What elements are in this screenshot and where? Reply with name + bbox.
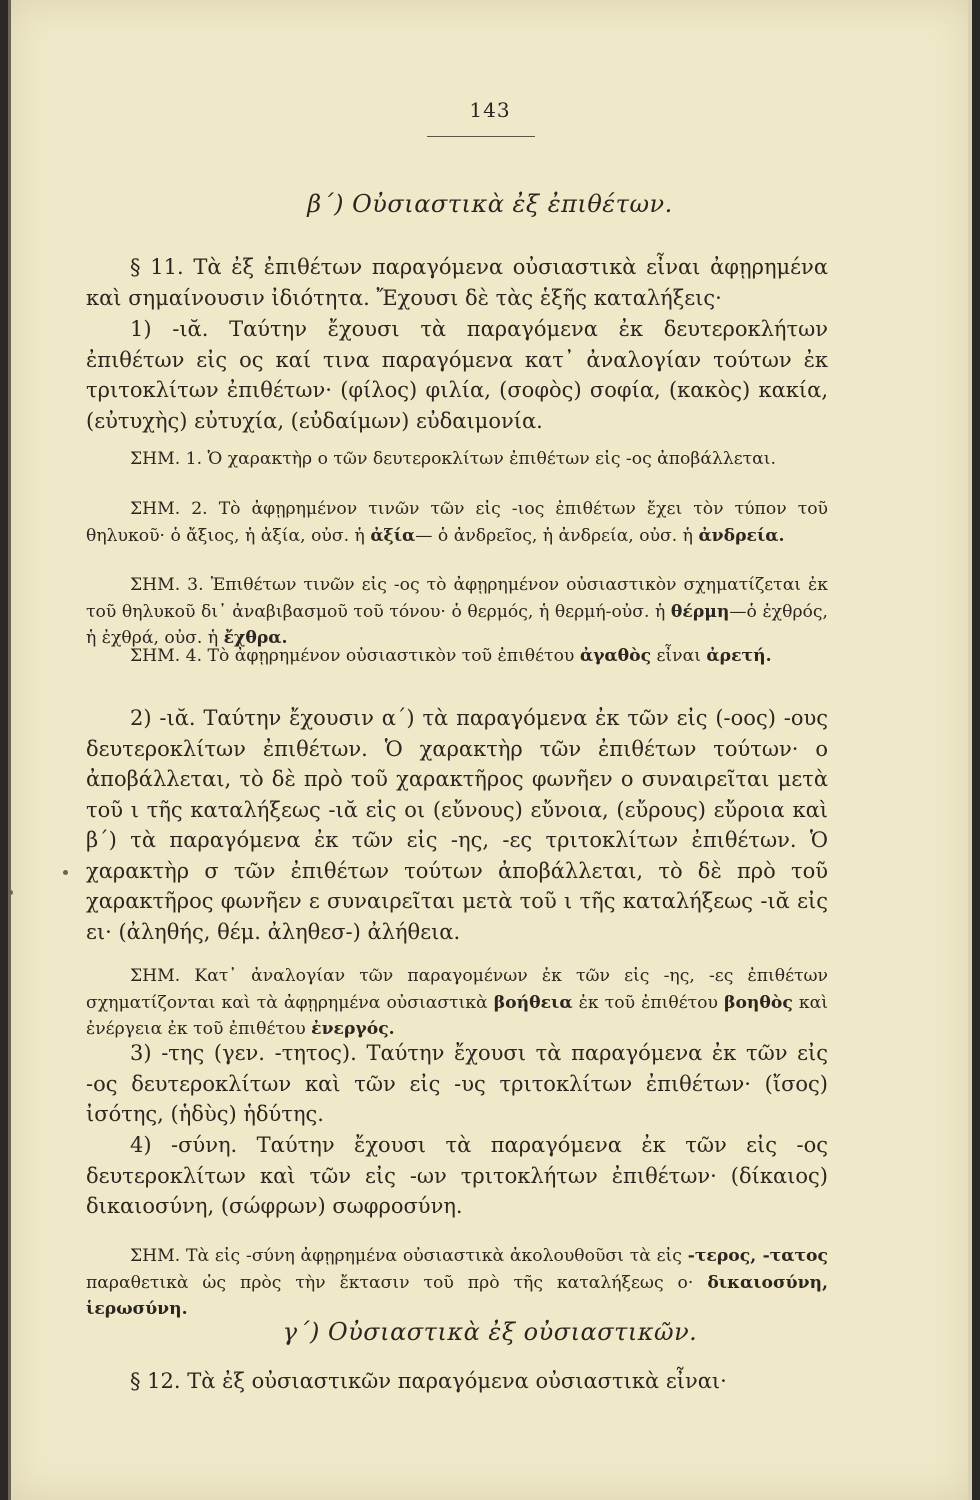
- section-heading-nouns: γ΄) Οὐσιαστικὰ ἐξ οὐσιαστικῶν.: [282, 1318, 698, 1346]
- page-number: 143: [469, 98, 511, 122]
- note-6: ΣΗΜ. Τὰ εἰς -σύνη ἀφῃρημένα οὐσιαστικὰ ἀκολουθοῦσι τὰ εἰς -τερος, -τατος παραθετικὰ ὡς πρὸς τὴν ἔκτασιν τοῦ πρὸ τῆς καταλήξεως ο· δικαιοσύνη, ἱερωσύνη.: [86, 1246, 828, 1319]
- note-2: ΣΗΜ. 2. Τὸ ἀφῃρημένον τινῶν τῶν εἰς -ιος ἐπιθέτων ἔχει τὸν τύπον τοῦ θηλυκοῦ· ὁ ἄξιος, ἡ ἀξία, οὐσ. ἡ ἀξία— ὁ ἀνδρεῖος, ἡ ἀνδρεία, οὐσ. ἡ ἀνδρεία.: [86, 499, 828, 546]
- note-5: ΣΗΜ. Κατ᾽ ἀναλογίαν τῶν παραγομένων ἐκ τῶν εἰς -ης, -ες ἐπιθέτων σχηματίζονται καὶ τὰ ἀφῃρημένα οὐσιαστικὰ βοήθεια ἐκ τοῦ ἐπιθέτου βοηθὸς καὶ ἐνέργεια ἐκ τοῦ ἐπιθέτου ἐνεργός.: [86, 966, 828, 1039]
- book-page: [8, 0, 972, 1500]
- note-3: ΣΗΜ. 3. Ἐπιθέτων τινῶν εἰς -ος τὸ ἀφῃρημένον οὐσιαστικὸν σχηματίζεται ἐκ τοῦ θηλυκοῦ δι᾽ ἀναβιβασμοῦ τοῦ τόνου· ὁ θερμός, ἡ θερμή-οὐσ. ἡ θέρμη—ὁ ἐχθρός, ἡ ἐχθρά, οὐσ. ἡ ἔχθρα.: [86, 575, 828, 648]
- section-heading-adjectives: β΄) Οὐσιαστικὰ ἐξ ἐπιθέτων.: [307, 190, 673, 218]
- page-edge: [968, 0, 972, 1500]
- paragraph-ending-ia: 1) -ιᾰ. Ταύτην ἔχουσι τὰ παραγόμενα ἐκ δευτεροκλήτων ἐπιθέτων εἰς ος καί τινα παραγόμενα κατ᾽ ἀναλογίαν τούτων ἐκ τριτοκλίτων ἐπιθέτων· (φίλος) φιλία, (σοφὸς) σοφία, (κακὸς) κακία, (εὐτυχὴς) εὐτυχία, (εὐδαίμων) εὐδαιμονία.: [86, 317, 828, 433]
- paragraph-s11-intro: § 11. Τὰ ἐξ ἐπιθέτων παραγόμενα οὐσιαστικὰ εἶναι ἀφῃρημένα καὶ σημαίνουσιν ἰδιότητα. Ἔχουσι δὲ τὰς ἑξῆς καταλήξεις·: [86, 255, 828, 310]
- paragraph-ending-tes: 3) -της (γεν. -τητος). Ταύτην ἔχουσι τὰ παραγόμενα ἐκ τῶν εἰς -ος δευτεροκλίτων καὶ τῶν εἰς -υς τριτοκλίτων ἐπιθέτων· (ἴσος) ἰσότης, (ἡδὺς) ἡδύτης.: [86, 1041, 828, 1126]
- ink-speck: [8, 890, 13, 895]
- ink-speck: [63, 870, 68, 875]
- paragraph-ending-syne: 4) -σύνη. Ταύτην ἔχουσι τὰ παραγόμενα ἐκ τῶν εἰς -ος δευτεροκλίτων καὶ τῶν εἰς -ων τριτοκλήτων ἐπιθέτων· (δίκαιος) δικαιοσύνη, (σώφρων) σωφροσύνη.: [86, 1133, 828, 1218]
- paragraph-ending-ia-2: 2) -ιᾰ. Ταύτην ἔχουσιν α΄) τὰ παραγόμενα ἐκ τῶν εἰς (-οος) -ους δευτεροκλίτων ἐπιθέτων. Ὁ χαρακτὴρ τῶν ἐπιθέτων τούτων· ο ἀποβάλλεται, τὸ δὲ πρὸ τοῦ χαρακτῆρος φωνῆεν ο συναιρεῖται μετὰ τοῦ ι τῆς καταλήξεως -ιᾰ εἰς οι (εὔνους) εὔνοια, (εὔρους) εὔροια καὶ β΄) τὰ παραγόμενα ἐκ τῶν εἰς -ης, -ες τριτοκλίτων ἐπιθέτων. Ὁ χαρακτὴρ σ τῶν ἐπιθέτων τούτων ἀποβάλλεται, τὸ δὲ πρὸ τοῦ χαρακτῆρος φωνῆεν ε συναιρεῖται μετὰ τοῦ ι τῆς καταλήξεως -ιᾰ εἰς ει· (ἀληθής, θέμ. ἀληθεσ-) ἀλήθεια.: [86, 706, 828, 944]
- page-number-rule: [427, 136, 535, 137]
- note-1: ΣΗΜ. 1. Ὁ χαρακτὴρ ο τῶν δευτεροκλίτων ἐπιθέτων εἰς -ος ἀποβάλλεται.: [130, 449, 776, 469]
- note-4: ΣΗΜ. 4. Τὸ ἀφῃρημένον οὐσιαστικὸν τοῦ ἐπιθέτου ἀγαθὸς εἶναι ἀρετή.: [130, 646, 772, 666]
- paragraph-s12-intro: § 12. Τὰ ἐξ οὐσιαστικῶν παραγόμενα οὐσιαστικὰ εἶναι·: [130, 1369, 727, 1393]
- page-edge-shadow: [8, 0, 11, 1500]
